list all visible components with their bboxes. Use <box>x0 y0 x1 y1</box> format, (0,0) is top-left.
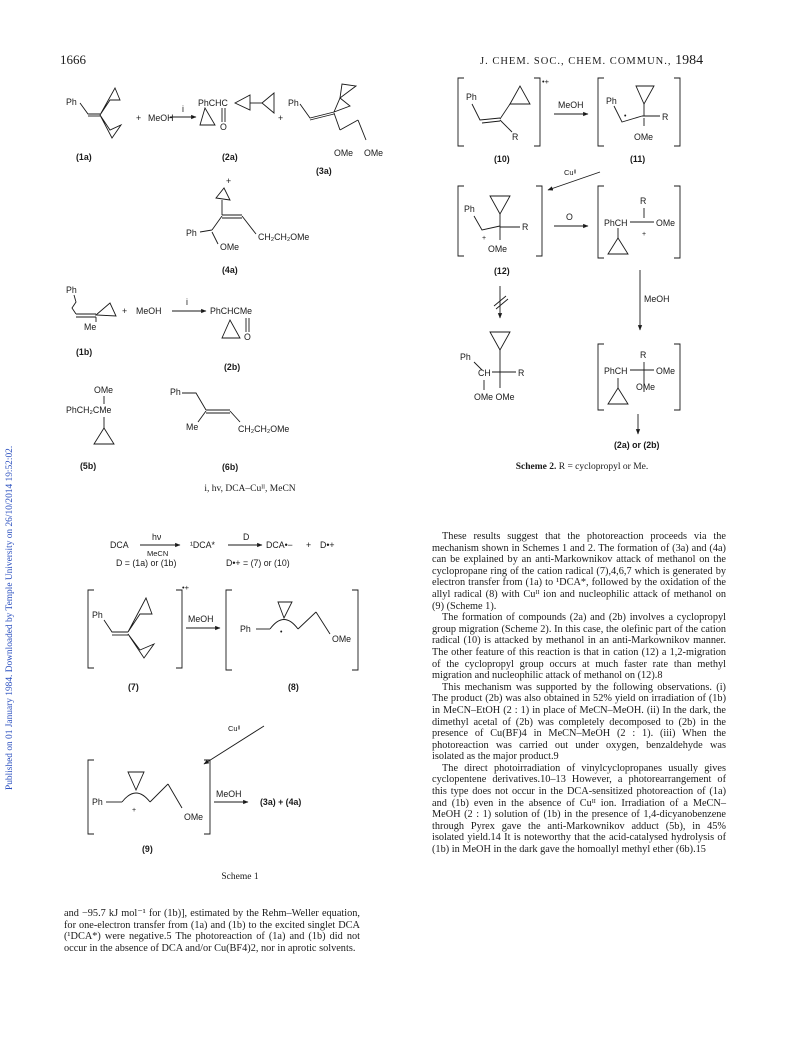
svg-text:OMe: OMe <box>634 132 654 142</box>
svg-text:CH₂CH₂OMe: CH₂CH₂OMe <box>238 424 290 434</box>
svg-text:OMe: OMe <box>656 366 676 376</box>
label-10: (10) <box>494 154 510 164</box>
compound-7 <box>88 583 190 692</box>
svg-text:DCA: DCA <box>110 540 129 550</box>
svg-text:Cuᴵᴵ: Cuᴵᴵ <box>228 724 241 733</box>
compound-11 <box>598 78 680 164</box>
svg-text:•+: •+ <box>182 583 190 592</box>
svg-text:R: R <box>512 132 519 142</box>
scheme1-products: (3a) + (4a) <box>260 797 302 807</box>
download-sidebar-text: Published on 01 January 1984. Downloaded by Temple University on 26/10/2014 19:52:02. <box>5 445 15 790</box>
svg-text:•+: •+ <box>542 77 550 86</box>
svg-text:Ph: Ph <box>288 98 299 108</box>
paragraph: The formation of compounds (2a) and (2b) involves a cyclopropyl group migration (Scheme 2). In this case, the olefinic part of the cation radical (10) is attacked by methanol in an anti-Markownikov manner. The other feature of this reaction is that in cation (12) a 1,2-migration of the cyclopropyl group occurs at much faster rate than methyl migration and nucleophilic attack of methanol on (12).8 <box>432 612 726 682</box>
journal-name: J. CHEM. SOC., CHEM. COMMUN., <box>480 56 672 67</box>
svg-text:D = (1a) or (1b): D = (1a) or (1b) <box>116 558 177 568</box>
svg-text:MeOH: MeOH <box>558 100 584 110</box>
svg-text:D: D <box>243 532 250 542</box>
label-12: (12) <box>494 266 510 276</box>
svg-text:Ph: Ph <box>460 352 471 362</box>
svg-text:PhCHCMe: PhCHCMe <box>210 306 253 316</box>
svg-text:Me: Me <box>186 422 199 432</box>
label-2a: (2a) <box>222 152 238 162</box>
svg-text:R: R <box>662 112 669 122</box>
right-column-text <box>432 531 726 856</box>
label-1a: (1a) <box>76 152 92 162</box>
compound-12 <box>458 186 542 276</box>
label-3a: (3a) <box>316 166 332 176</box>
svg-text:CH: CH <box>478 368 491 378</box>
svg-text:•: • <box>624 113 627 120</box>
left-column-text <box>64 908 360 954</box>
svg-text:Ph: Ph <box>66 97 77 107</box>
svg-text:Ph: Ph <box>240 624 251 634</box>
svg-text:MeOH: MeOH <box>136 306 162 316</box>
label-1b: (1b) <box>76 347 93 357</box>
dimethyl-ether-product <box>460 332 524 402</box>
svg-text:MeCN: MeCN <box>147 549 169 558</box>
scheme2-caption <box>462 462 702 472</box>
svg-text:PhCH₂CMe: PhCH₂CMe <box>66 405 112 415</box>
svg-text:•: • <box>280 629 283 636</box>
acetal-product <box>598 344 680 410</box>
paragraph: The direct photoirradiation of vinylcyclopropanes usually gives cyclopentene derivatives.10–13 However, a photorearrangement of this type does not occur in the DCA-sensitized photoreaction of (1a) and (1b) even in the absence of Cuᴵᴵ ion. Irradiation of a MeCN–MeOH (2 : 1) solution of (1b) in the presence of 1,4-dicyanobenzene through Pyrex gave the anti-Markownikov adduct (5b), in 45% isolated yield.14 It is noteworthy that the acid-catalysed hydrolysis of (1b) in MeOH in the dark gave the homoallyl methyl ether (6b).15 <box>432 762 726 856</box>
compound-4a <box>186 188 309 275</box>
svg-text:OMe: OMe <box>220 242 240 252</box>
svg-text:i: i <box>182 104 184 114</box>
label-4a: (4a) <box>222 265 238 275</box>
svg-text:R: R <box>518 368 525 378</box>
paragraph: This mechanism was supported by the following observations. (i) The product (2b) was also obtained in 52% yield on irradiation of (1b) in MeCN–EtOH (2 : 1) in place of MeCN–MeOH. (ii) In the dark, the dimethyl acetal of (2b) was completely decomposed to (2b) in the presence of Cu(BF)4 in MeCN–MeOH (2 : 1). (iii) When the photoreaction was carried out under oxygen, benzaldehyde was isolated as the major product.9 <box>432 681 726 763</box>
svg-text:OMe: OMe <box>488 244 508 254</box>
svg-text:+: + <box>642 231 647 238</box>
cation-intermediate <box>598 186 680 258</box>
compound-2a <box>198 93 274 162</box>
svg-text:Ph: Ph <box>170 387 181 397</box>
label-11: (11) <box>630 154 646 164</box>
svg-text:OMe: OMe <box>656 218 676 228</box>
svg-text:O: O <box>220 122 227 132</box>
svg-text:Cuᴵᴵ: Cuᴵᴵ <box>564 168 577 177</box>
svg-text:+: + <box>226 176 232 186</box>
svg-text:+: + <box>132 807 137 814</box>
compound-2b <box>210 306 252 372</box>
compound-5b <box>66 385 114 471</box>
svg-text:¹DCA*: ¹DCA* <box>190 540 215 550</box>
svg-text:OMe OMe: OMe OMe <box>474 392 515 402</box>
svg-text:hν: hν <box>152 532 162 542</box>
journal-year: 1984 <box>675 53 704 68</box>
svg-text:+: + <box>122 306 128 316</box>
svg-text:DCA•−: DCA•− <box>266 540 293 550</box>
svg-text:MeOH: MeOH <box>216 789 242 799</box>
label-5b: (5b) <box>80 461 97 471</box>
paragraph: These results suggest that the photoreaction proceeds via the mechanism shown in Schemes 1 and 2. The formation of (3a) and (4a) can be explained by an anti-Markownikov attack of methanol on the cyclopropane ring of the cation radical (7),4,6,7 which is generated by electron transfer from (1a) to ¹DCA*, followed by the oxidation of the allyl radical (8) with Cuᴵᴵ ion and nucleophilic attack of methanol on (9) (Scheme 1). <box>432 531 726 612</box>
svg-text:O: O <box>244 332 251 342</box>
page-number: 1666 <box>60 52 86 67</box>
svg-text:i: i <box>186 297 188 307</box>
svg-text:D•+ = (7) or (10): D•+ = (7) or (10) <box>226 558 290 568</box>
scheme1-reagents: i, hv, DCA–Cuᴵᴵ, MeCN <box>204 484 296 494</box>
svg-text:OMe: OMe <box>364 148 384 158</box>
svg-text:OMe: OMe <box>334 148 354 158</box>
svg-text:R: R <box>640 350 647 360</box>
svg-text:Ph: Ph <box>66 285 77 295</box>
svg-text:OMe: OMe <box>636 382 656 392</box>
svg-text:+: + <box>136 113 142 123</box>
svg-text:O: O <box>566 212 573 222</box>
svg-text:PhCH: PhCH <box>604 218 628 228</box>
compound-1a <box>66 88 121 162</box>
svg-text:Ph: Ph <box>464 204 475 214</box>
label-9: (9) <box>142 844 153 854</box>
compound-10 <box>458 77 550 164</box>
compound-1b <box>66 285 116 357</box>
svg-text:Ph: Ph <box>466 92 477 102</box>
compound-8 <box>226 590 358 692</box>
svg-text:+: + <box>482 235 487 242</box>
svg-text:CH₂CH₂OMe: CH₂CH₂OMe <box>258 232 310 242</box>
scheme2-caption-label: Scheme 2. <box>515 462 557 472</box>
svg-text:OMe: OMe <box>184 812 204 822</box>
label-6b: (6b) <box>222 462 239 472</box>
svg-text:Me: Me <box>84 322 97 332</box>
svg-text:Ph: Ph <box>92 797 103 807</box>
svg-text:OMe: OMe <box>332 634 352 644</box>
svg-text:Ph: Ph <box>606 96 617 106</box>
label-8: (8) <box>288 682 299 692</box>
svg-text:Ph: Ph <box>186 228 197 238</box>
svg-text:Ph: Ph <box>92 610 103 620</box>
label-7: (7) <box>128 682 139 692</box>
paragraph: and −95.7 kJ mol⁻¹ for (1b)], estimated by the Rehm–Weller equation, for one-electron transfer from (1a) and (1b) to the excited singlet DCA (¹DCA*) were negative.5 The photoreaction of (1a) and (1b) did not occur in the absence of DCA and/or Cu(BF4)2, nor in aprotic solvents. <box>64 908 360 954</box>
scheme1-caption: Scheme 1 <box>221 872 259 882</box>
svg-text:MeOH: MeOH <box>644 294 670 304</box>
meoh-reagent: MeOH <box>148 113 174 123</box>
svg-text:R: R <box>640 196 647 206</box>
svg-text:PhCHC: PhCHC <box>198 98 228 108</box>
svg-text:MeOH: MeOH <box>188 614 214 624</box>
compound-9 <box>88 760 210 854</box>
label-2b: (2b) <box>224 362 241 372</box>
svg-text:PhCH: PhCH <box>604 366 628 376</box>
scheme2-products: (2a) or (2b) <box>614 440 660 450</box>
svg-text:R: R <box>522 222 529 232</box>
scheme2-caption-text: R = cyclopropyl or Me. <box>558 462 649 472</box>
compound-6b <box>170 387 289 472</box>
scheme1-equation <box>110 532 335 568</box>
svg-text:D•+: D•+ <box>320 540 335 550</box>
svg-text:OMe: OMe <box>94 385 114 395</box>
compound-3a <box>288 84 383 176</box>
svg-text:+: + <box>306 540 312 550</box>
svg-text:+: + <box>278 113 284 123</box>
